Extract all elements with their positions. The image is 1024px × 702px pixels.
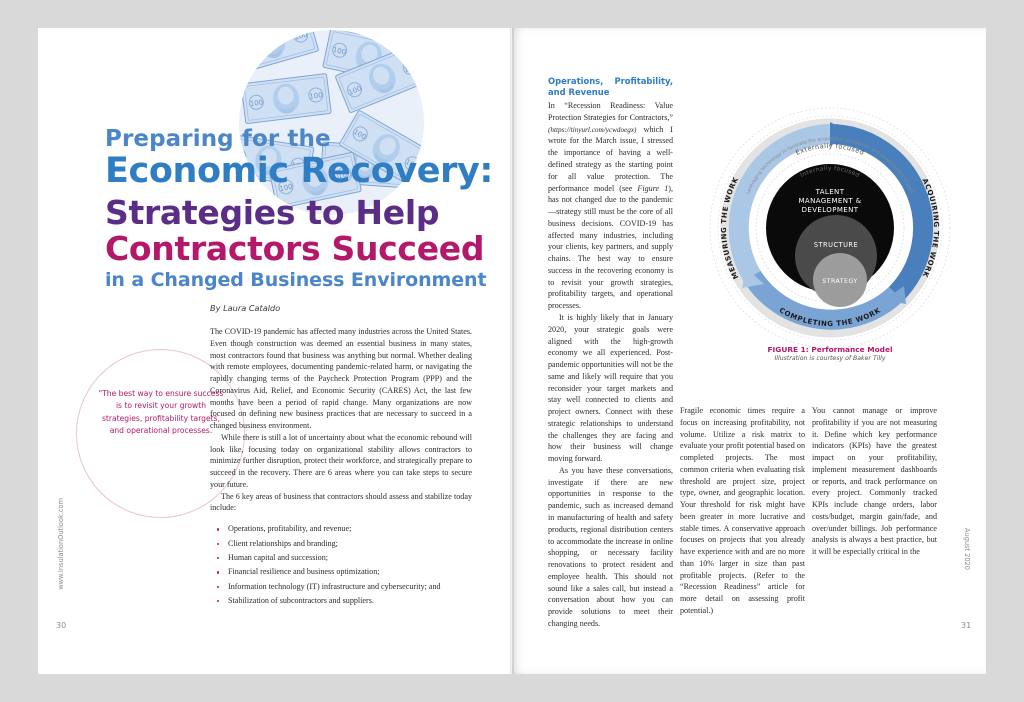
page-gutter: [510, 28, 514, 674]
website-url: www.InsulationOutlook.com: [57, 498, 65, 590]
paragraph: It is highly likely that in January 2020, your strategic goals were aligned with the high-growth economy we all experienced. Post-pandemic opportunities will not be the same and likely will require that you reconsider your target markets and stay well connected to clients and project owners. Connect with these strategic relationships to understand the challenges they are facing and how their business will change moving forward.: [548, 312, 673, 464]
title-line-4: Contractors Succeed: [105, 228, 485, 268]
internally-focused-label: Internally focused: [799, 164, 861, 180]
figure-caption: [706, 345, 954, 362]
paragraph: While there is still a lot of uncertainty about what the economic rebound will look like, focusing today on organizational stability allows contractors to minimize further disruption, protect their workforce, and strategically prepare to succeed in the recovery. There are 6 areas where you can take steps to secure your future.: [210, 432, 472, 489]
figure-caption-credit: Illustration is courtesy of Baker Tilly: [774, 355, 886, 362]
list-item: Financial resilience and business optimization;: [228, 566, 472, 578]
left-column-body: [210, 326, 472, 609]
list-item: Client relationships and branding;: [228, 538, 472, 550]
paragraph-part: ), has not changed due to the pandemic—strategy still must be the core of all business decisions. COVID-19 has affected many industries, including your clients, key partners, and supply chains. The best way to ensure success in the recovering economy is to revisit your growth strategies, profitability targets, and operational processes.: [548, 183, 673, 311]
right-column-3: [812, 405, 937, 558]
paragraph: As you have these conversations, investigate if there are new opportunities in response to the pandemic, such as increased demand in manufacturing of health and safety products, regional distribution centers to accommodate the increase in online shopping, or necessary facility renovations to protect resident and employee health. This should not sound like a sales call, but instead a conversation about how you can provide solutions to meet their changing needs.: [548, 465, 673, 628]
list-item: Information technology (IT) infrastructure and cybersecurity; and: [228, 581, 472, 593]
title-line-2: Economic Recovery:: [105, 150, 493, 191]
core-talent-label-1: TALENT: [815, 188, 845, 196]
paragraph: Fragile economic times require a focus on increasing profitability, not volume. Utilize a risk matrix to evaluate your profit potential based on completed projects. The most common criteria when evaluating risk threshold are project size, project type, owner, and geographic location. Your threshold for risk might have been greater in more lucrative and stable times. A conservative approach focuses on projects that you already have experience with and are no more than 10% larger in size than past profitable projects. (Refer to the “Recession Readiness” article for more detail on assessing profit potential.): [680, 406, 805, 616]
title-line-5: in a Changed Business Environment: [105, 268, 487, 291]
right-column-2: [680, 405, 805, 617]
core-talent-label-3: DEVELOPMENT: [801, 206, 859, 214]
paragraph: The COVID-19 pandemic has affected many industries across the United States. Even though construction was deemed an essential business in many states, most contractors found that business was anything but normal. Whether dealing with remote employees, documenting pandemic-related harm, or navigating the rapidly changing terms of the Paycheck Protection Program (PPP) and the Coronavirus Aid, Relief, and Economic Security (CARES) Act, the last few months have been a period of rapid change. Many organizations are now focused on defining new business practices that are necessary to succeed in a changed business environment.: [210, 327, 472, 431]
page-number-right: 31: [961, 621, 972, 630]
paragraph: [548, 100, 673, 312]
performance-model-diagram: [706, 104, 954, 352]
figure-reference: Figure 1: [637, 183, 669, 193]
section-heading: Operations, Profitability, and Revenue: [548, 76, 673, 98]
title-line-1: Preparing for the: [105, 126, 331, 152]
right-column-1: [548, 76, 673, 630]
list-item: Stabilization of subcontractors and suppliers.: [228, 595, 472, 607]
key-areas-list: [210, 523, 472, 607]
issue-date: August 2020: [963, 528, 971, 570]
paragraph-part: which I wrote for the March issue, I stressed the importance of having a well-defined strategy as the starting point for all value protection. The performance model (see: [548, 124, 673, 193]
title-line-3: Strategies to Help: [105, 193, 440, 233]
list-item: Human capital and succession;: [228, 552, 472, 564]
author-byline: By Laura Cataldo: [210, 303, 281, 313]
article-title: [105, 128, 505, 291]
core-structure-label: STRUCTURE: [813, 241, 859, 249]
list-item: Operations, profitability, and revenue;: [228, 523, 472, 535]
core-talent-label-2: MANAGEMENT &: [798, 197, 862, 205]
pull-quote: "The best way to ensure success is to revisit your growth strategies, profitability targets, and operational processes.: [98, 389, 224, 435]
paragraph: You cannot manage or improve profitability if you are not measuring it. Define which key performance indicators (KPIs) have the greatest impact on your profitability, implement measurement dashboards or reports, and track performance on every project. Commonly tracked KPIs include change orders, labor costs/budget, margin gain/fade, and over/under billings. Job performance analysis is always a best practice, but it will be especially critical in the: [812, 406, 937, 557]
source-url: (https://tinyurl.com/ycwdoegx): [548, 125, 637, 134]
figure-caption-title: FIGURE 1: Performance Model: [767, 345, 893, 354]
paragraph-part: In “Recession Readiness: Value Protection Strategies for Contractors,”: [548, 101, 673, 122]
page-number-left: 30: [56, 621, 67, 630]
outer-arc-technology-label: Leveraging technology to facilitate the acquisition, completion and measurement of work: [745, 136, 915, 196]
ring-label-measuring: MEASURING THE WORK: [719, 175, 741, 281]
paragraph: The 6 key areas of business that contractors should assess and stabilize today include:: [210, 491, 472, 513]
ring-label-acquiring: ACQUIRING THE WORK: [920, 177, 941, 279]
externally-focused-label: Externally focused: [794, 141, 866, 158]
core-strategy-label: STRATEGY: [822, 278, 858, 285]
ring-label-completing: COMPLETING THE WORK: [777, 306, 883, 328]
